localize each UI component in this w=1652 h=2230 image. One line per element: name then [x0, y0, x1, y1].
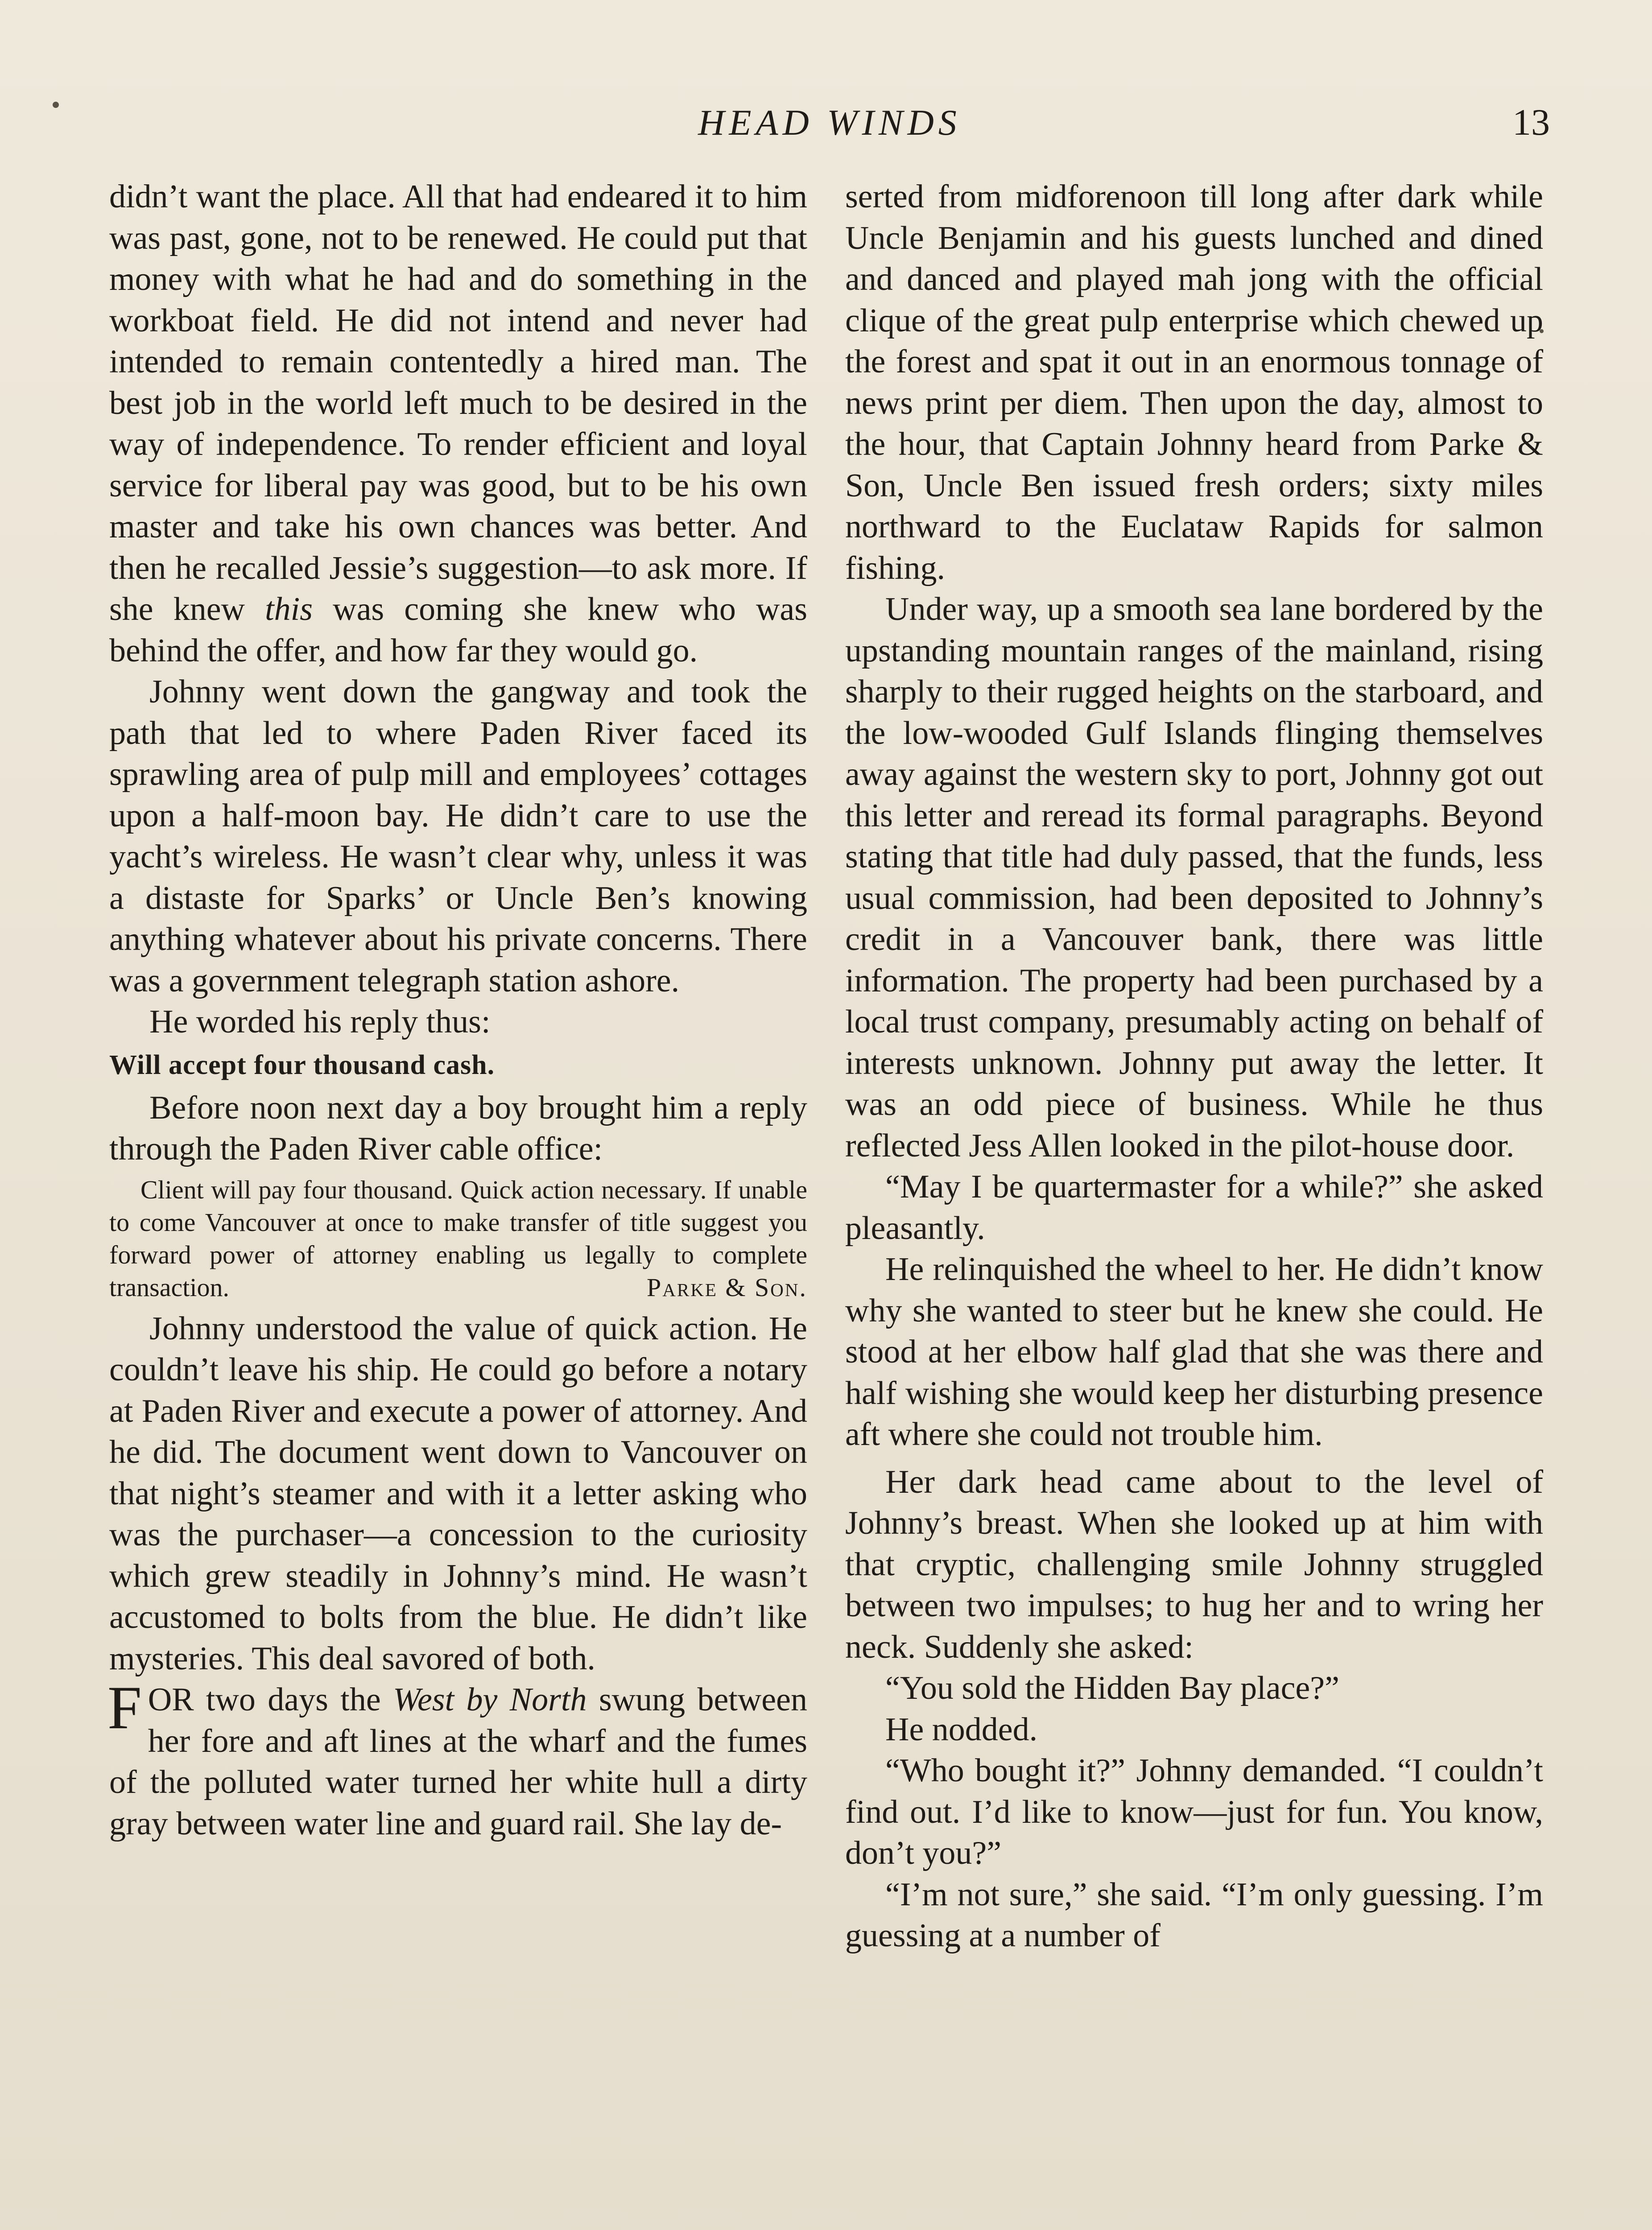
paragraph: “You sold the Hidden Bay place?” — [885, 1670, 1339, 1706]
paragraph: “Who bought it?” Johnny demanded. “I couldn’t find out. I’d like to know—just for fun. You know, don’t you?” — [845, 1752, 1543, 1871]
page-header — [109, 96, 1550, 149]
page-number: 13 — [1512, 102, 1550, 143]
ink-speck — [53, 102, 59, 108]
paragraph: Johnny went down the gangway and took the path that led to where Paden River faced its sprawling area of pulp mill and employees’ cottages upon a half-moon bay. He didn’t care to use the yacht’s wireless. He wasn’t clear why, unless it was a distaste for Sparks’ or Uncle Ben’s knowing anything whatever about his private concerns. There was a government telegraph station ashore. — [109, 673, 807, 999]
right-column — [845, 176, 1543, 1957]
paragraph: Before noon next day a boy brought him a reply through the Paden River cable office: — [109, 1089, 807, 1167]
paragraph: Her dark head came about to the level of Johnny’s breast. When she looked up at him with that cryptic, challenging smile Johnny struggled between two impulses; to hug her and to wring her neck. Suddenly she asked: — [845, 1463, 1543, 1665]
ship-name: West by North — [393, 1681, 587, 1718]
paragraph: He relinquished the wheel to her. He didn’t know why she wanted to steer but he knew she could. He stood at her elbow half glad that she was there and half wishing she would keep her disturbing presence aft where she could not trouble him. — [845, 1251, 1543, 1453]
paragraph: serted from midforenoon till long after dark while Uncle Benjamin and his guests lunched and dined and danced and played mah jong with the official clique of the great pulp enterprise which chewed up the forest and spat it out in an enormous tonnage of news print per diem. Then upon the day, almost to the hour, that Captain Johnny heard from Parke & Son, Uncle Ben issued fresh orders; sixty miles northward to the Euclataw Rapids for salmon fishing. — [845, 178, 1543, 586]
paragraph: He worded his reply thus: — [149, 1004, 491, 1040]
paragraph-text: swung between her fore and aft lines at the wharf and the fumes of the polluted water turned her white hull a dirty gray between water line and guard rail. She lay de- — [109, 1681, 807, 1842]
paragraph: He nodded. — [885, 1711, 1038, 1748]
emphasis-text: this — [265, 591, 313, 628]
paragraph: Johnny understood the value of quick action. He couldn’t leave his ship. He could go before a notary at Paden River and execute a power of attorney. And he did. The document went down to Vancouver on that night’s steamer and with it a letter asking who was the purchaser—a concession to the curiosity which grew steadily in Johnny’s mind. He wasn’t accustomed to bolts from the blue. He didn’t like mysteries. This deal savored of both. — [109, 1310, 807, 1677]
telegram-message — [109, 1173, 807, 1304]
paragraph-text: didn’t want the place. All that had endeared it to him was past, gone, not to be renewed. He could put that money with what he had and do something in the workboat field. He did not intend and never had intended to remain contentedly a hired man. The best job in the world left much to be desired in the way of independence. To render efficient and loyal service for liberal pay was good, but to be his own master and take his own chances was better. And then he recalled Jessie’s suggestion—to ask more. If she knew — [109, 178, 807, 628]
section-opening-paragraph — [107, 1673, 807, 1844]
paragraph — [109, 176, 807, 671]
paragraph: Under way, up a smooth sea lane bordered by the upstanding mountain ranges of the mainland, rising sharply to their rugged heights on the starboard, and the low-wooded Gulf Islands flinging themselves away against the western sky to port, Johnny got out this letter and reread its formal paragraphs. Beyond stating that title had duly passed, that the funds, less usual commission, had been deposited to Johnny’s credit in a Vancouver bank, there was little information. The property had been purchased by a local trust company, presumably acting on behalf of interests unknown. Johnny put away the letter. It was an odd piece of business. While he thus reflected Jess Allen looked in the pilot-house door. — [845, 591, 1543, 1164]
paragraph-text: OR two days the — [148, 1681, 381, 1718]
telegram-reply: Will accept four thousand cash. — [109, 1049, 495, 1080]
paragraph-text: was coming she knew who was behind the offer, and how far they would go. — [109, 591, 808, 669]
left-column — [109, 176, 807, 1844]
running-head: HEAD WINDS — [698, 102, 961, 143]
telegram-signature: Parke & Son. — [647, 1272, 807, 1302]
paragraph: “I’m not sure,” she said. “I’m only guessing. I’m guessing at a number of — [845, 1876, 1543, 1954]
drop-cap: F — [107, 1673, 142, 1742]
telegram-text: Client will pay four thousand. Quick action necessary. If unable to come Vancouver at once to make transfer of title suggest you forward power of attorney enabling us legally to complete transaction. — [109, 1175, 807, 1302]
paragraph: “May I be quartermaster for a while?” she asked pleasantly. — [845, 1169, 1543, 1247]
